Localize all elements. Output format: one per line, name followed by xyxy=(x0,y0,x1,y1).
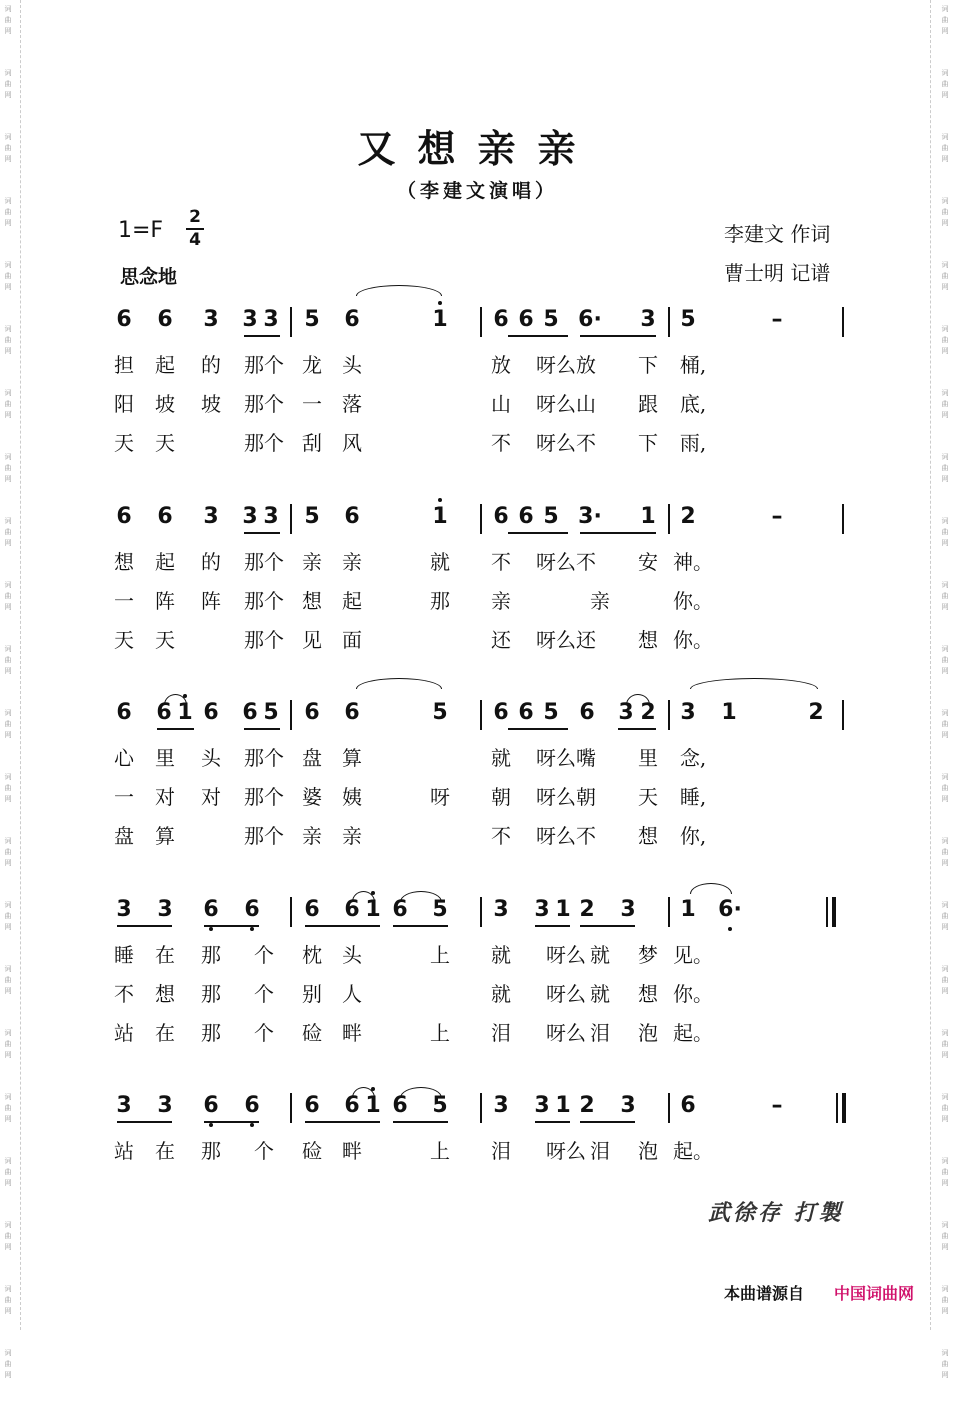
lyric-syllable: 见。 xyxy=(673,943,713,967)
lyric-syllable: 你。 xyxy=(673,628,713,652)
lyric-syllable: 里 xyxy=(638,746,658,770)
lyric-syllable: 头 xyxy=(342,353,362,377)
note-2: 2 xyxy=(579,1093,595,1118)
note-1: 1 xyxy=(365,1093,381,1118)
note-3: 3 xyxy=(242,307,258,332)
lyric-syllable: 一 xyxy=(114,589,134,613)
octave-down-dot xyxy=(250,927,254,931)
lyric-syllable: 不 xyxy=(114,982,134,1006)
note-3: 3 xyxy=(620,897,636,922)
footer-site-link[interactable]: 中国词曲网 xyxy=(834,1284,915,1303)
lyric-syllable: 雨, xyxy=(679,431,707,455)
note-1: 1 xyxy=(432,307,448,332)
note-3: 3 xyxy=(493,897,509,922)
slur-tie xyxy=(400,1087,442,1098)
lyric-syllable: 站 xyxy=(114,1021,134,1045)
eighth-note-beam xyxy=(157,728,194,730)
lyric-syllable: 跟 xyxy=(638,392,658,416)
note-6·: 6· xyxy=(718,897,742,922)
lyric-syllable: 在 xyxy=(155,1021,175,1045)
lyric-syllable: 风 xyxy=(342,431,362,455)
note-6: 6 xyxy=(203,1093,219,1118)
song-subtitle: （李建文演唱） xyxy=(396,180,558,202)
lyric-syllable: 那个 xyxy=(244,589,284,613)
left-edge-watermark: 词 曲 网 词 曲 网 词 曲 网 词 曲 网 词 曲 网 词 曲 网 词 曲 网 词 曲 网 词 曲 网 词 曲 网 词 曲 网 词 曲 网 词 曲 网 词 曲 网 词 曲 网 词 曲 网 词 曲 网 词 曲 网 词 曲 网 词 曲 网 词 曲 网 词 曲 网 xyxy=(4,5,12,1379)
note-2: 2 xyxy=(680,504,696,529)
lyric-syllable: 想 xyxy=(114,550,134,574)
transcriber-credit: 曹士明 记谱 xyxy=(724,261,831,285)
lyric-syllable: 泪 xyxy=(491,1021,511,1045)
lyric-syllable: 起 xyxy=(155,353,175,377)
note-6: 6 xyxy=(680,1093,696,1118)
barline xyxy=(842,504,844,534)
lyric-syllable: 亲 xyxy=(302,550,322,574)
lyric-syllable: 对 xyxy=(201,785,221,809)
note-5: 5 xyxy=(304,504,320,529)
barline xyxy=(290,307,292,337)
lyric-syllable: 亲 xyxy=(590,589,610,613)
note-1: 1 xyxy=(432,504,448,529)
note-5: 5 xyxy=(543,700,559,725)
note-6: 6 xyxy=(579,700,595,725)
barline xyxy=(668,307,670,337)
eighth-note-beam xyxy=(508,532,568,534)
lyric-syllable: 别 xyxy=(302,982,322,1006)
lyric-syllable: 神。 xyxy=(673,550,713,574)
octave-up-dot xyxy=(438,498,442,502)
note-6: 6 xyxy=(203,700,219,725)
lyricist-credit: 李建文 作词 xyxy=(724,222,831,246)
note-6·: 6· xyxy=(578,307,602,332)
lyric-syllable: 姨 xyxy=(342,785,362,809)
lyric-syllable: 亲 xyxy=(342,824,362,848)
note-1: 1 xyxy=(680,897,696,922)
note-6: 6 xyxy=(244,1093,260,1118)
eighth-note-beam xyxy=(508,335,568,337)
lyric-syllable: 亲 xyxy=(342,550,362,574)
lyric-syllable: 的 xyxy=(201,550,221,574)
eighth-note-beam xyxy=(244,532,280,534)
octave-down-dot xyxy=(250,1123,254,1127)
sustain-dash: – xyxy=(771,307,783,332)
note-5: 5 xyxy=(432,1093,448,1118)
lyric-syllable: 呀么嘴 xyxy=(536,746,596,770)
note-6: 6 xyxy=(344,1093,360,1118)
eighth-note-beam xyxy=(580,925,635,927)
note-3: 3 xyxy=(116,1093,132,1118)
lyric-syllable: 阳 xyxy=(114,392,134,416)
lyric-syllable: 就 xyxy=(491,943,511,967)
eighth-note-beam xyxy=(580,335,656,337)
lyric-syllable: 畔 xyxy=(342,1021,362,1045)
lyric-syllable: 那 xyxy=(201,1021,221,1045)
lyric-syllable: 畔 xyxy=(342,1139,362,1163)
final-barline xyxy=(832,897,836,927)
lyric-syllable: 想 xyxy=(638,824,658,848)
lyric-syllable: 呀么不 xyxy=(536,431,596,455)
lyric-syllable: 底, xyxy=(679,392,707,416)
lyric-syllable: 那个 xyxy=(244,431,284,455)
lyric-syllable: 安 xyxy=(638,550,658,574)
lyric-syllable: 那个 xyxy=(244,628,284,652)
lyric-syllable: 泡 xyxy=(638,1021,658,1045)
note-2: 2 xyxy=(808,700,824,725)
lyric-syllable: 泡 xyxy=(638,1139,658,1163)
eighth-note-beam xyxy=(204,1121,259,1123)
barline xyxy=(480,504,482,534)
barline xyxy=(842,307,844,337)
lyric-syllable: 那个 xyxy=(244,550,284,574)
lyric-syllable: 对 xyxy=(155,785,175,809)
lyric-syllable: 你, xyxy=(679,824,707,848)
key-signature: 1=F xyxy=(118,218,164,243)
engraver-signature: 武徐存 打製 xyxy=(708,1200,844,1226)
note-6: 6 xyxy=(392,897,408,922)
note-2: 2 xyxy=(640,700,656,725)
note-6: 6 xyxy=(344,504,360,529)
eighth-note-beam xyxy=(204,925,259,927)
barline xyxy=(668,897,670,927)
lyric-syllable: 里 xyxy=(155,746,175,770)
lyric-syllable: 天 xyxy=(155,431,175,455)
lyric-syllable: 担 xyxy=(114,353,134,377)
lyric-syllable: 你。 xyxy=(673,982,713,1006)
eighth-note-beam xyxy=(535,1121,570,1123)
song-title: 又想亲亲 xyxy=(357,126,598,171)
lyric-syllable: 呀么 xyxy=(546,1021,586,1045)
note-6: 6 xyxy=(157,307,173,332)
lyric-syllable: 起。 xyxy=(673,1139,713,1163)
lyric-syllable: 就 xyxy=(590,943,610,967)
note-6: 6 xyxy=(203,897,219,922)
lyric-syllable: 就 xyxy=(430,550,450,574)
note-6: 6 xyxy=(518,307,534,332)
eighth-note-beam xyxy=(305,925,380,927)
lyric-syllable: 人 xyxy=(342,982,362,1006)
lyric-syllable: 个 xyxy=(254,943,274,967)
lyric-syllable: 上 xyxy=(430,943,450,967)
barline xyxy=(668,1093,670,1123)
lyric-syllable: 呀么放 xyxy=(536,353,596,377)
slur-tie xyxy=(356,285,442,296)
lyric-syllable: 念, xyxy=(679,746,707,770)
note-3: 3 xyxy=(203,307,219,332)
lyric-syllable: 梦 xyxy=(638,943,658,967)
lyric-syllable: 婆 xyxy=(302,785,322,809)
note-1: 1 xyxy=(555,1093,571,1118)
note-3: 3 xyxy=(640,307,656,332)
lyric-syllable: 下 xyxy=(638,353,658,377)
lyric-syllable: 那 xyxy=(201,982,221,1006)
barline xyxy=(290,504,292,534)
lyric-syllable: 上 xyxy=(430,1139,450,1163)
lyric-syllable: 一 xyxy=(114,785,134,809)
note-3: 3 xyxy=(618,700,634,725)
lyric-syllable: 刮 xyxy=(302,431,322,455)
lyric-syllable: 坡 xyxy=(155,392,175,416)
lyric-syllable: 呀么不 xyxy=(536,550,596,574)
lyric-syllable: 个 xyxy=(254,1021,274,1045)
note-6: 6 xyxy=(304,1093,320,1118)
lyric-syllable: 站 xyxy=(114,1139,134,1163)
lyric-syllable: 个 xyxy=(254,982,274,1006)
barline xyxy=(480,897,482,927)
barline xyxy=(290,897,292,927)
note-3: 3 xyxy=(116,897,132,922)
note-6: 6 xyxy=(242,700,258,725)
barline xyxy=(290,1093,292,1123)
lyric-syllable: 呀么山 xyxy=(536,392,596,416)
lyric-syllable: 呀么不 xyxy=(536,824,596,848)
note-3: 3 xyxy=(157,1093,173,1118)
lyric-syllable: 硷 xyxy=(302,1021,322,1045)
note-3: 3 xyxy=(534,897,550,922)
lyric-syllable: 天 xyxy=(114,431,134,455)
lyric-syllable: 就 xyxy=(590,982,610,1006)
barline xyxy=(480,307,482,337)
lyric-syllable: 见 xyxy=(302,628,322,652)
eighth-note-beam xyxy=(244,728,280,730)
barline xyxy=(290,700,292,730)
note-6: 6 xyxy=(157,504,173,529)
lyric-syllable: 呀么朝 xyxy=(536,785,596,809)
lyric-syllable: 上 xyxy=(430,1021,450,1045)
eighth-note-beam xyxy=(305,1121,380,1123)
note-6: 6 xyxy=(344,897,360,922)
lyric-syllable: 那个 xyxy=(244,785,284,809)
octave-down-dot xyxy=(209,1123,213,1127)
note-6: 6 xyxy=(392,1093,408,1118)
lyric-syllable: 睡 xyxy=(114,943,134,967)
lyric-syllable: 盘 xyxy=(114,824,134,848)
lyric-syllable: 想 xyxy=(155,982,175,1006)
eighth-note-beam xyxy=(618,728,656,730)
meter-top: 2 xyxy=(189,207,201,227)
lyric-syllable: 泪 xyxy=(491,1139,511,1163)
octave-down-dot xyxy=(209,927,213,931)
barline xyxy=(668,504,670,534)
note-3: 3 xyxy=(157,897,173,922)
lyric-syllable: 盘 xyxy=(302,746,322,770)
barline xyxy=(668,700,670,730)
eighth-note-beam xyxy=(393,1121,448,1123)
lyric-syllable: 在 xyxy=(155,1139,175,1163)
slur-tie xyxy=(626,694,650,705)
note-6: 6 xyxy=(344,307,360,332)
tempo-marking: 思念地 xyxy=(120,266,178,288)
lyric-syllable: 呀么 xyxy=(546,982,586,1006)
lyric-syllable: 个 xyxy=(254,1139,274,1163)
sustain-dash: – xyxy=(771,504,783,529)
note-1: 1 xyxy=(721,700,737,725)
lyric-syllable: 起 xyxy=(155,550,175,574)
lyric-syllable: 下 xyxy=(638,431,658,455)
eighth-note-beam xyxy=(535,925,570,927)
eighth-note-beam xyxy=(117,925,172,927)
note-6: 6 xyxy=(116,307,132,332)
note-1: 1 xyxy=(555,897,571,922)
lyric-syllable: 坡 xyxy=(201,392,221,416)
lyric-syllable: 头 xyxy=(201,746,221,770)
note-6: 6 xyxy=(518,700,534,725)
eighth-note-beam xyxy=(580,1121,635,1123)
lyric-syllable: 就 xyxy=(491,982,511,1006)
lyric-syllable: 硷 xyxy=(302,1139,322,1163)
note-6: 6 xyxy=(344,700,360,725)
lyric-syllable: 阵 xyxy=(201,589,221,613)
double-barline-thin xyxy=(826,897,828,927)
lyric-syllable: 泪 xyxy=(590,1139,610,1163)
lyric-syllable: 面 xyxy=(342,628,362,652)
eighth-note-beam xyxy=(580,532,656,534)
lyric-syllable: 算 xyxy=(342,746,362,770)
lyric-syllable: 阵 xyxy=(155,589,175,613)
lyric-syllable: 亲 xyxy=(491,589,511,613)
lyric-syllable: 一 xyxy=(302,392,322,416)
note-6: 6 xyxy=(304,897,320,922)
lyric-syllable: 朝 xyxy=(491,785,511,809)
lyric-syllable: 泪 xyxy=(590,1021,610,1045)
eighth-note-beam xyxy=(508,728,568,730)
note-6: 6 xyxy=(116,700,132,725)
note-3: 3 xyxy=(620,1093,636,1118)
note-1: 1 xyxy=(365,897,381,922)
lyric-syllable: 那个 xyxy=(244,392,284,416)
double-barline-thin xyxy=(836,1093,838,1123)
lyric-syllable: 放 xyxy=(491,353,511,377)
lyric-syllable: 还 xyxy=(491,628,511,652)
note-6: 6 xyxy=(156,700,172,725)
note-6: 6 xyxy=(493,700,509,725)
lyric-syllable: 想 xyxy=(638,982,658,1006)
lyric-syllable: 心 xyxy=(114,746,134,770)
lyric-syllable: 想 xyxy=(638,628,658,652)
note-5: 5 xyxy=(680,307,696,332)
lyric-syllable: 龙 xyxy=(302,353,322,377)
lyric-syllable: 不 xyxy=(491,550,511,574)
time-signature xyxy=(186,208,204,250)
note-6: 6 xyxy=(493,504,509,529)
lyric-syllable: 呀么 xyxy=(546,943,586,967)
right-edge-watermark: 词 曲 网 词 曲 网 词 曲 网 词 曲 网 词 曲 网 词 曲 网 词 曲 网 词 曲 网 词 曲 网 词 曲 网 词 曲 网 词 曲 网 词 曲 网 词 曲 网 词 曲 网 词 曲 网 词 曲 网 词 曲 网 词 曲 网 词 曲 网 词 曲 网 词 曲 网 xyxy=(941,5,949,1379)
lyric-syllable: 亲 xyxy=(302,824,322,848)
note-5: 5 xyxy=(543,307,559,332)
lyric-syllable: 头 xyxy=(342,943,362,967)
lyric-syllable: 的 xyxy=(201,353,221,377)
lyric-syllable: 那个 xyxy=(244,353,284,377)
note-6: 6 xyxy=(116,504,132,529)
lyric-syllable: 那 xyxy=(201,943,221,967)
note-3: 3 xyxy=(493,1093,509,1118)
lyric-syllable: 那个 xyxy=(244,824,284,848)
lyric-syllable: 不 xyxy=(491,431,511,455)
lyric-syllable: 就 xyxy=(491,746,511,770)
note-6: 6 xyxy=(244,897,260,922)
lyric-syllable: 天 xyxy=(114,628,134,652)
note-5: 5 xyxy=(304,307,320,332)
barline xyxy=(480,700,482,730)
lyric-syllable: 那 xyxy=(201,1139,221,1163)
lyric-syllable: 那个 xyxy=(244,746,284,770)
note-3: 3 xyxy=(203,504,219,529)
note-1: 1 xyxy=(640,504,656,529)
lyric-syllable: 枕 xyxy=(302,943,322,967)
lyric-syllable: 桶, xyxy=(679,353,707,377)
lyric-syllable: 起 xyxy=(342,589,362,613)
note-1: 1 xyxy=(177,700,193,725)
note-2: 2 xyxy=(579,897,595,922)
lyric-syllable: 呀么 xyxy=(546,1139,586,1163)
note-6: 6 xyxy=(304,700,320,725)
note-3: 3 xyxy=(263,307,279,332)
note-5: 5 xyxy=(543,504,559,529)
slur-tie xyxy=(690,883,732,894)
lyric-syllable: 呀么还 xyxy=(536,628,596,652)
lyric-syllable: 在 xyxy=(155,943,175,967)
barline xyxy=(480,1093,482,1123)
lyric-syllable: 落 xyxy=(342,392,362,416)
slur-tie xyxy=(400,891,442,902)
lyric-syllable: 睡, xyxy=(679,785,707,809)
meter-bottom: 4 xyxy=(189,230,201,250)
lyric-syllable: 那 xyxy=(430,589,450,613)
note-3: 3 xyxy=(242,504,258,529)
footer-source-label: 本曲谱源自 xyxy=(724,1284,805,1303)
slur-tie xyxy=(690,678,818,689)
note-5: 5 xyxy=(432,700,448,725)
lyric-syllable: 你。 xyxy=(673,589,713,613)
octave-up-dot xyxy=(438,301,442,305)
sustain-dash: – xyxy=(771,1093,783,1118)
lyric-syllable: 算 xyxy=(155,824,175,848)
lyric-syllable: 山 xyxy=(491,392,511,416)
eighth-note-beam xyxy=(117,1121,172,1123)
final-barline xyxy=(842,1093,846,1123)
note-5: 5 xyxy=(263,700,279,725)
lyric-syllable: 不 xyxy=(491,824,511,848)
lyric-syllable: 天 xyxy=(638,785,658,809)
eighth-note-beam xyxy=(244,335,280,337)
barline xyxy=(842,700,844,730)
note-6: 6 xyxy=(518,504,534,529)
note-3·: 3· xyxy=(578,504,602,529)
octave-down-dot xyxy=(728,927,732,931)
note-3: 3 xyxy=(263,504,279,529)
lyric-syllable: 起。 xyxy=(673,1021,713,1045)
lyric-syllable: 想 xyxy=(302,589,322,613)
lyric-syllable: 呀 xyxy=(430,785,450,809)
note-3: 3 xyxy=(680,700,696,725)
note-6: 6 xyxy=(493,307,509,332)
note-3: 3 xyxy=(534,1093,550,1118)
lyric-syllable: 天 xyxy=(155,628,175,652)
note-5: 5 xyxy=(432,897,448,922)
eighth-note-beam xyxy=(393,925,448,927)
slur-tie xyxy=(356,678,442,689)
